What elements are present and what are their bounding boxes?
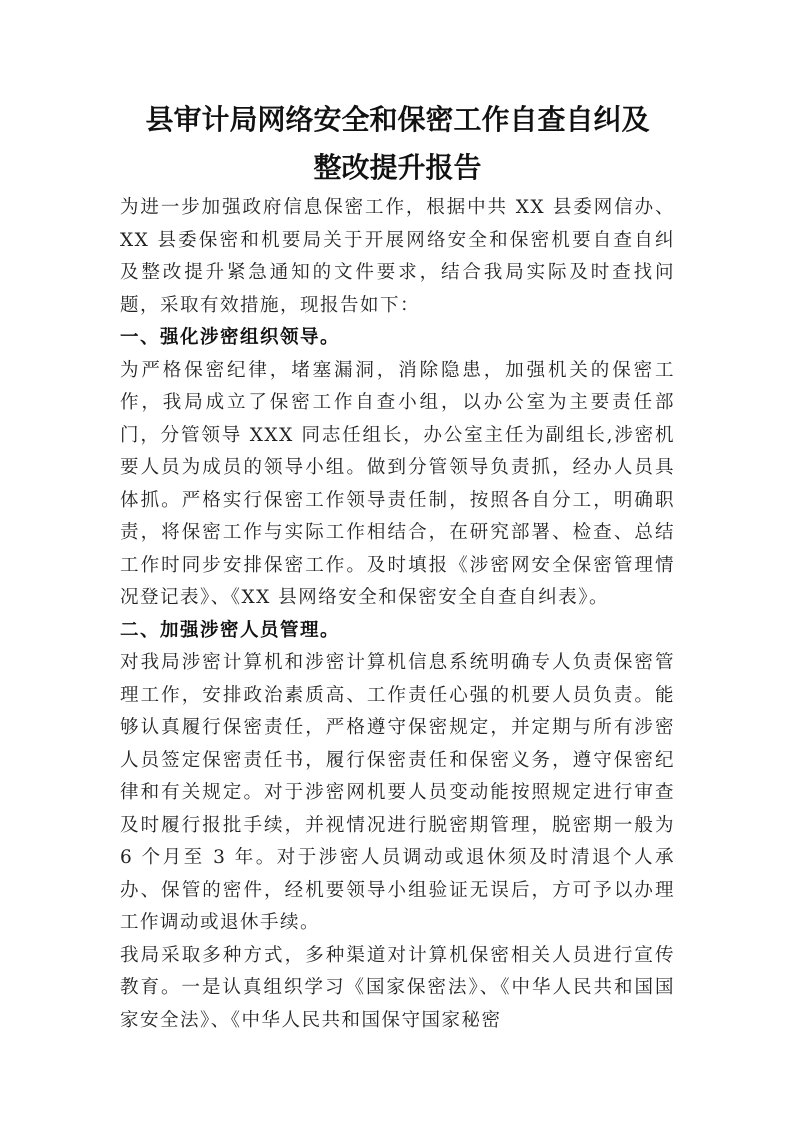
intro-paragraph: 为进一步加强政府信息保密工作，根据中共 XX 县委网信办、XX 县委保密和机要局关于开展网络安全和保密机要自查自纠及整改提升紧急通知的文件要求，结合我局实际及时查找问题，采取有效措施，现报告如下： (120, 197, 675, 316)
section-1-heading: 一、强化涉密组织领导。 (120, 327, 341, 348)
document-title-line-2: 整改提升报告 (313, 151, 482, 184)
section-2-paragraph-2: 我局采取多种方式，多种渠道对计算机保密相关人员进行宣传教育。一是认真组织学习《国家保密法》、《中华人民共和国国家安全法》、《中华人民共和国保守国家秘密 (120, 944, 675, 1031)
document-body (120, 192, 675, 1037)
section-2-heading: 二、加强涉密人员管理。 (120, 619, 341, 641)
section-1-paragraph: 为严格保密纪律，堵塞漏洞，消除隐患，加强机关的保密工作，我局成立了保密工作自查小组，以办公室为主要责任部门，分管领导 XXX 同志任组长，办公室主任为副组长,涉密机要人员为成员的领导小组。做到分管领导负责抓，经办人员具体抓。严格实行保密工作领导责任制，按照各自分工，明确职责，将保密工作与实际工作相结合，在研究部署、检查、总结工作时同步安排保密工作。及时填报《涉密网安全保密管理情况登记表》、《XX 县网络安全和保密安全自查自纠表》。 (120, 359, 675, 608)
section-2-paragraph-1: 对我局涉密计算机和涉密计算机信息系统明确专人负责保密管理工作，安排政治素质高、工作责任心强的机要人员负责。能够认真履行保密责任，严格遵守保密规定，并定期与所有涉密人员签定保密责任书，履行保密责任和保密义务，遵守保密纪律和有关规定。对于涉密网机要人员变动能按照规定进行审查及时履行报批手续，并视情况进行脱密期管理，脱密期一般为 6 个月至 3 年。对于涉密人员调动或退休须及时清退个人承办、保管的密件，经机要领导小组验证无误后，方可予以办理工作调动或退休手续。 (120, 652, 675, 933)
document-title-line-1: 县审计局网络安全和保密工作自查自纠及 (145, 103, 650, 136)
